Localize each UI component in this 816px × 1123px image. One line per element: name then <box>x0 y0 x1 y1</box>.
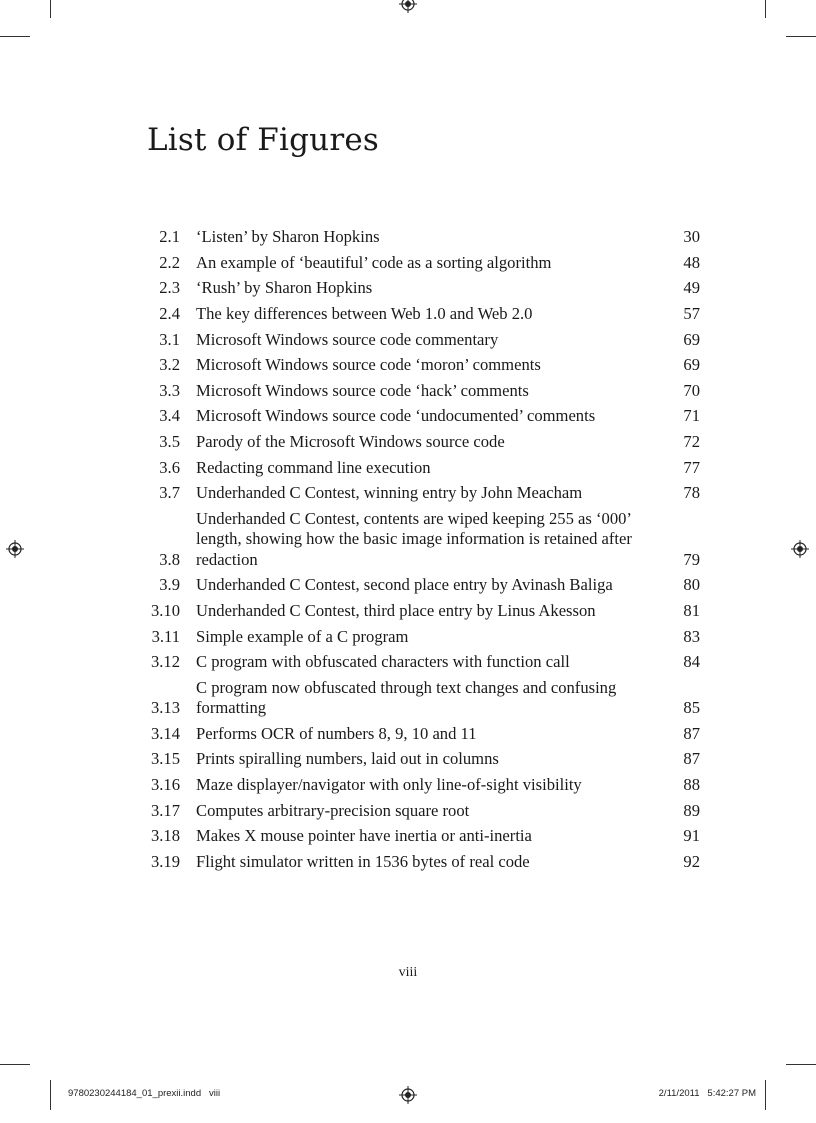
figure-caption: Flight simulator written in 1536 bytes of real code <box>196 851 530 871</box>
figure-number: 2.4 <box>159 303 180 323</box>
figure-page: 84 <box>683 652 700 672</box>
figure-page: 78 <box>683 483 700 503</box>
figure-number: 3.4 <box>159 406 180 426</box>
figure-page: 77 <box>683 457 700 477</box>
figure-number: 3.16 <box>150 775 180 795</box>
figure-page: 69 <box>683 329 700 349</box>
figure-number: 2.1 <box>159 227 180 246</box>
figure-caption: Microsoft Windows source code ‘undocumented’ comments <box>196 406 596 426</box>
figure-caption: Maze displayer/navigator with only line-of-sight visibility <box>196 775 582 795</box>
figure-entry <box>140 432 700 452</box>
figure-page: 49 <box>683 278 700 298</box>
slug-date: 2/11/2011 5:42:27 PM <box>658 1088 756 1099</box>
page-title: List of Figures <box>147 122 380 158</box>
figure-page: 80 <box>683 575 700 595</box>
figure-page: 92 <box>683 851 700 871</box>
figure-caption: The key differences between Web 1.0 and Web 2.0 <box>196 303 533 323</box>
figure-entry <box>140 826 700 846</box>
figure-entry <box>140 509 700 570</box>
figure-number: 3.3 <box>159 380 180 400</box>
figure-caption: Underhanded C Contest, winning entry by John Meacham <box>196 483 583 503</box>
figure-number: 3.6 <box>159 457 180 477</box>
crop-mark <box>786 1064 816 1065</box>
figure-entry <box>140 253 700 273</box>
figure-number: 3.13 <box>150 698 180 718</box>
figure-caption: C program with obfuscated characters with function call <box>196 652 570 672</box>
figure-entry <box>140 724 700 744</box>
figure-page: 48 <box>683 252 700 272</box>
crop-mark <box>0 36 30 37</box>
crop-mark <box>0 1064 30 1065</box>
figure-entry <box>140 483 700 503</box>
figure-number: 3.7 <box>159 483 180 503</box>
figure-page: 89 <box>683 800 700 820</box>
figure-caption: Microsoft Windows source code ‘moron’ comments <box>196 355 541 375</box>
figure-entry <box>140 406 700 426</box>
registration-mark-icon <box>6 540 24 558</box>
figure-caption: Computes arbitrary-precision square root <box>196 800 470 820</box>
figure-number: 2.2 <box>159 252 180 272</box>
figure-caption: Microsoft Windows source code commentary <box>196 329 499 349</box>
figure-caption: ‘Listen’ by Sharon Hopkins <box>196 227 380 246</box>
figure-entry <box>140 304 700 324</box>
figure-list <box>140 227 700 878</box>
figure-caption: ‘Rush’ by Sharon Hopkins <box>196 278 373 298</box>
figure-entry <box>140 601 700 621</box>
figure-number: 3.2 <box>159 355 180 375</box>
figure-caption: Underhanded C Contest, second place entry by Avinash Baliga <box>196 575 613 595</box>
figure-number: 3.8 <box>159 549 180 569</box>
figure-page: 83 <box>683 626 700 646</box>
figure-page: 57 <box>683 303 700 323</box>
figure-page: 30 <box>683 227 700 246</box>
figure-entry <box>140 458 700 478</box>
figure-entry <box>140 627 700 647</box>
figure-page: 88 <box>683 775 700 795</box>
figure-number: 3.17 <box>150 800 180 820</box>
figure-number: 3.15 <box>150 749 180 769</box>
figure-number: 3.14 <box>150 723 180 743</box>
figure-page: 70 <box>683 380 700 400</box>
figure-caption: Performs OCR of numbers 8, 9, 10 and 11 <box>196 723 477 743</box>
figure-entry <box>140 678 700 719</box>
figure-page: 87 <box>683 723 700 743</box>
figure-page: 85 <box>683 698 700 718</box>
figure-caption: Parody of the Microsoft Windows source code <box>196 432 505 452</box>
figure-caption: Prints spiralling numbers, laid out in columns <box>196 749 499 769</box>
slug-filename: 9780230244184_01_prexii.indd viii <box>68 1088 221 1099</box>
registration-mark-icon <box>399 0 417 13</box>
crop-mark <box>786 36 816 37</box>
crop-mark <box>765 1080 766 1110</box>
figure-page: 81 <box>683 600 700 620</box>
figure-entry <box>140 801 700 821</box>
figure-page: 79 <box>683 549 700 569</box>
figure-number: 3.12 <box>150 652 180 672</box>
figure-caption: An example of ‘beautiful’ code as a sorting algorithm <box>196 252 552 272</box>
figure-page: 87 <box>683 749 700 769</box>
figure-caption: Makes X mouse pointer have inertia or anti-inertia <box>196 826 532 846</box>
figure-entry <box>140 575 700 595</box>
figure-caption: Simple example of a C program <box>196 626 409 646</box>
figure-caption: Underhanded C Contest, third place entry by Linus Akesson <box>196 600 596 620</box>
figure-number: 3.5 <box>159 432 180 452</box>
figure-entry <box>140 355 700 375</box>
figure-page: 69 <box>683 355 700 375</box>
crop-mark <box>765 0 766 18</box>
figure-entry <box>140 749 700 769</box>
figure-number: 3.1 <box>159 329 180 349</box>
figure-entry <box>140 852 700 872</box>
figure-entry <box>140 652 700 672</box>
figure-caption: Redacting command line execution <box>196 457 431 477</box>
figure-caption: Underhanded C Contest, contents are wiped keeping 255 as ‘000’ length, showing how the basic image information is retained after redaction <box>196 509 632 569</box>
registration-mark-icon <box>791 540 809 558</box>
figure-entry <box>140 330 700 350</box>
page-number: viii <box>398 965 418 980</box>
figure-caption: Microsoft Windows source code ‘hack’ comments <box>196 380 529 400</box>
crop-mark <box>50 0 51 18</box>
figure-page: 72 <box>683 432 700 452</box>
figure-number: 2.3 <box>159 278 180 298</box>
figure-page: 71 <box>683 406 700 426</box>
figure-number: 3.9 <box>159 575 180 595</box>
crop-mark <box>50 1080 51 1110</box>
figure-entry <box>140 381 700 401</box>
figure-entry <box>140 775 700 795</box>
figure-caption: C program now obfuscated through text changes and confusing formatting <box>196 677 617 718</box>
figure-number: 3.18 <box>150 826 180 846</box>
figure-number: 3.10 <box>150 600 180 620</box>
registration-mark-icon <box>399 1086 417 1104</box>
figure-number: 3.11 <box>151 626 180 646</box>
figure-entry <box>140 278 700 298</box>
figure-entry <box>140 227 700 247</box>
figure-number: 3.19 <box>150 851 180 871</box>
figure-page: 91 <box>683 826 700 846</box>
